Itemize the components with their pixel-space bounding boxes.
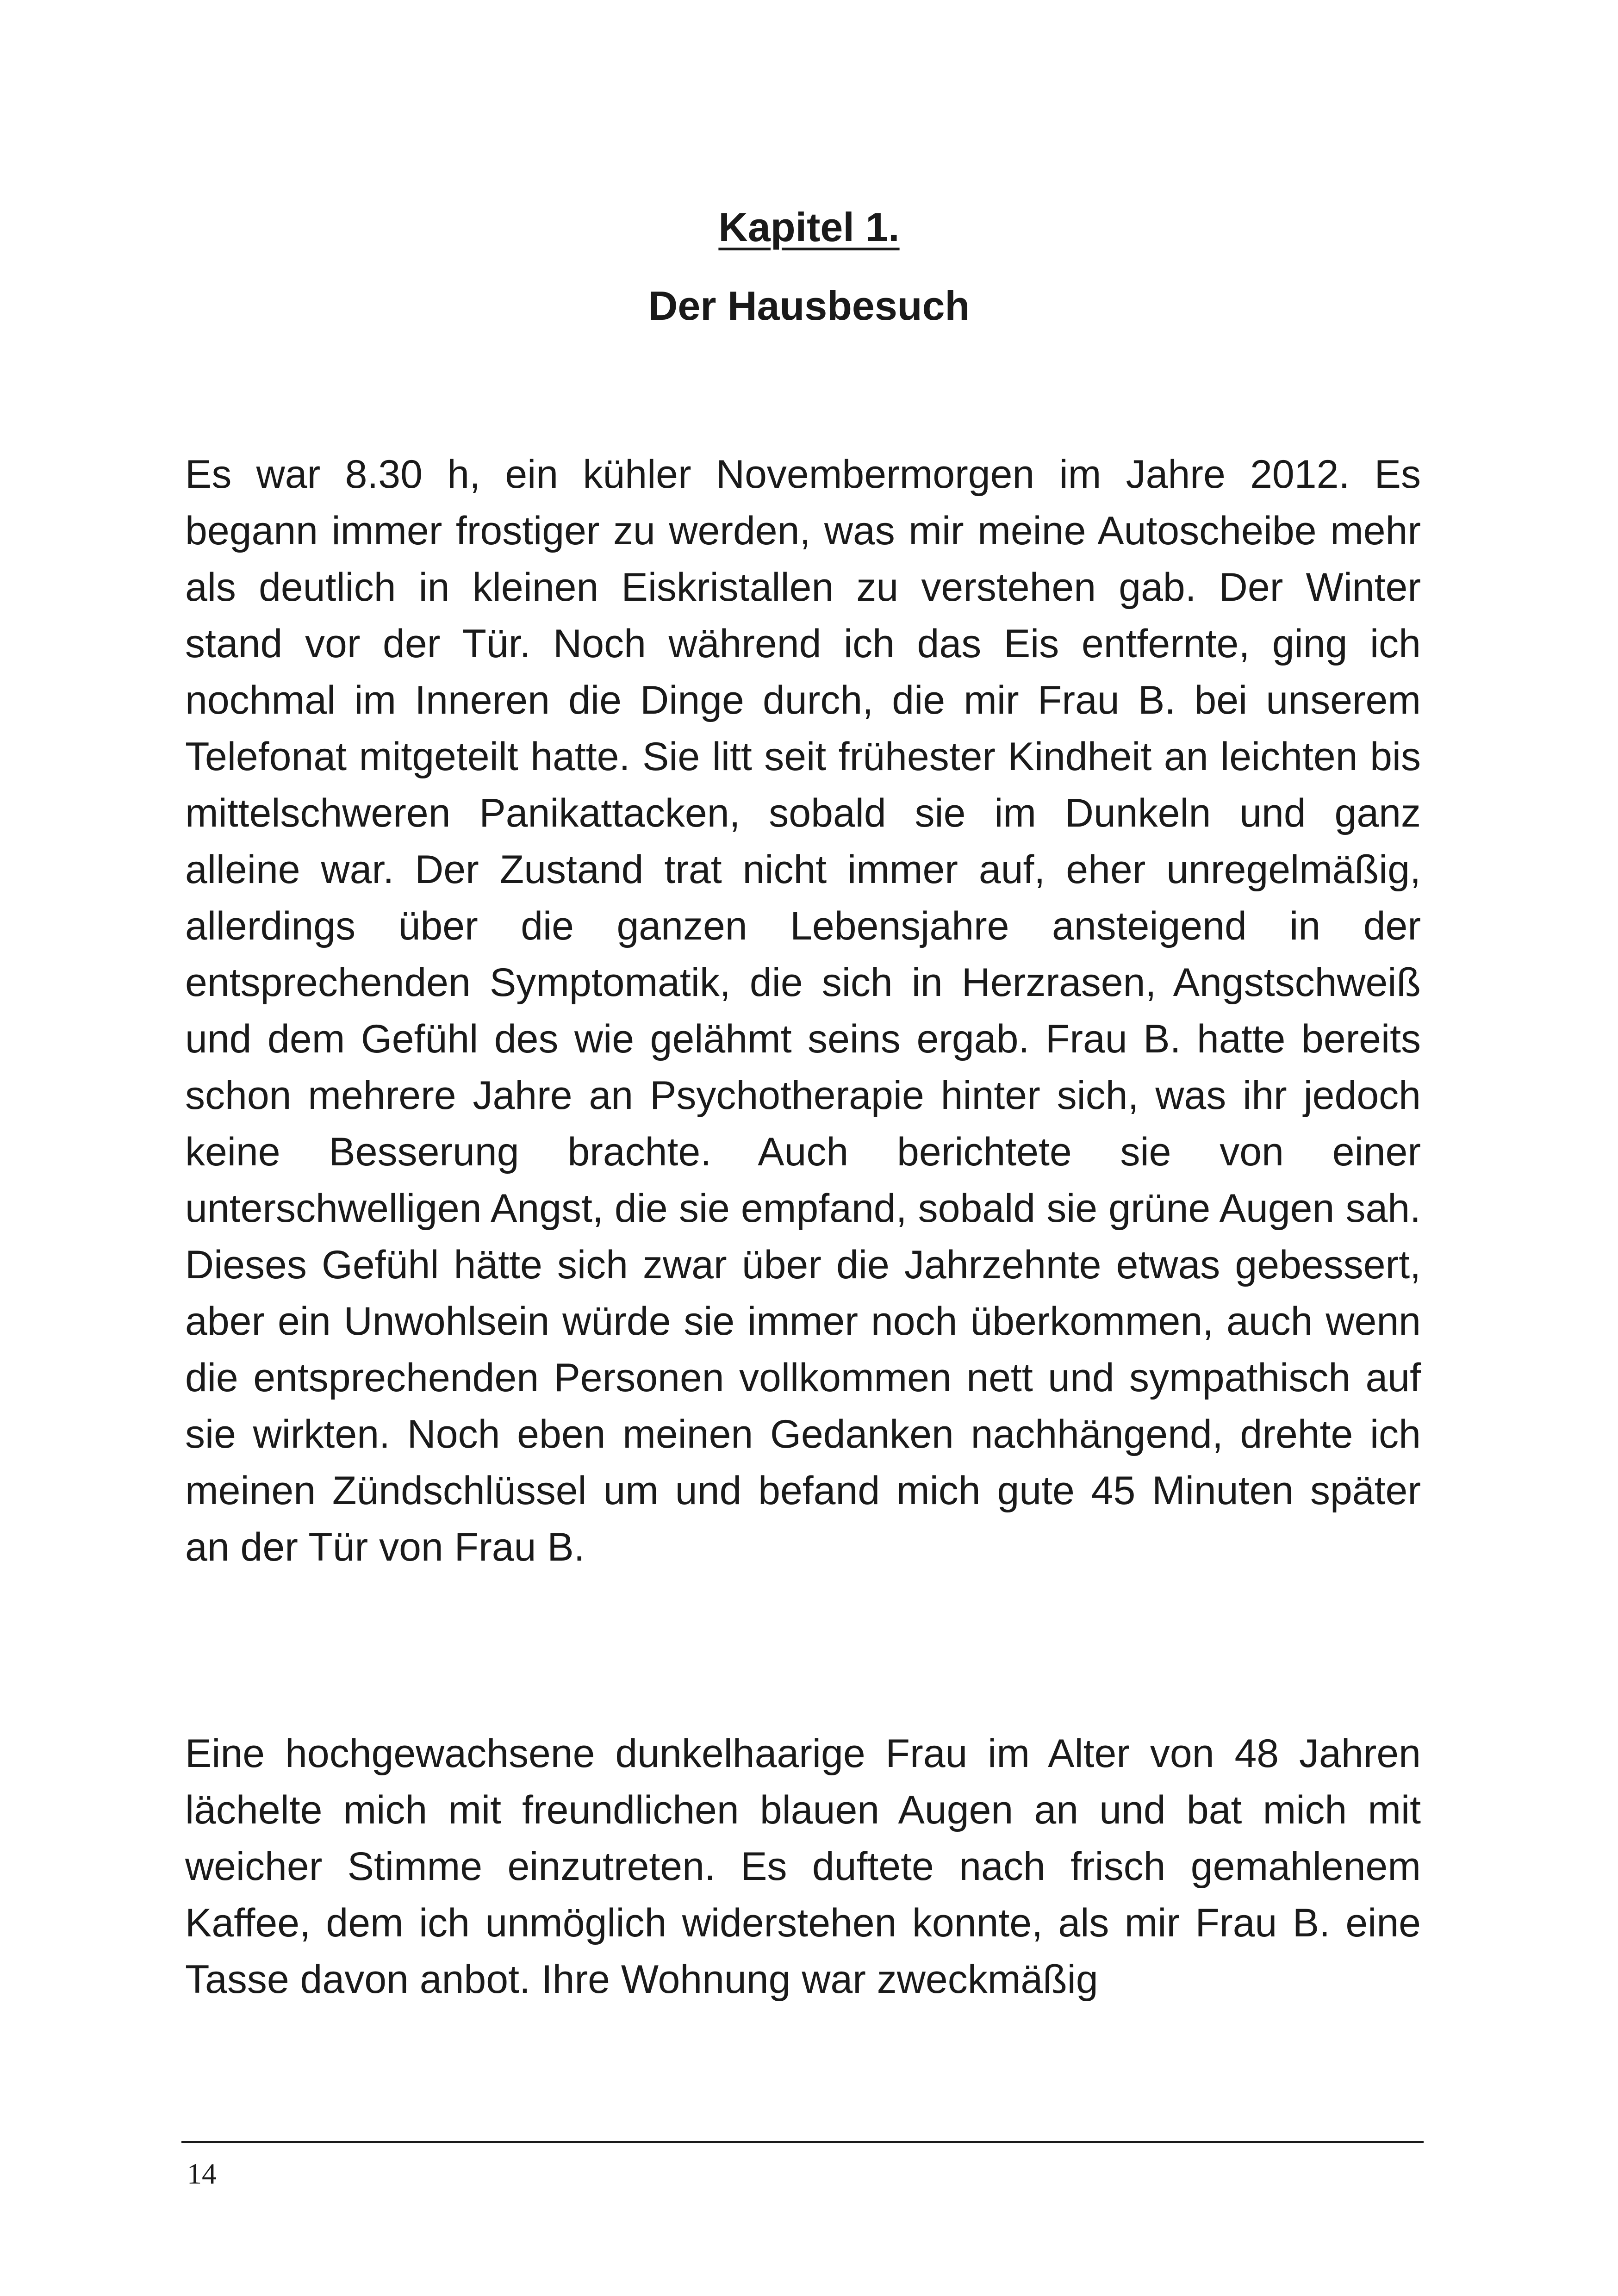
chapter-number: Kapitel 1. xyxy=(718,204,900,250)
page-number: 14 xyxy=(187,2157,217,2190)
paragraph-2: Eine hochgewachsene dunkelhaarige Frau im Alter von 48 Jahren lächelte mich mit freundlichen blauen Augen an und bat mich mit weicher Stimme einzutreten. Es duftete nach frisch gemahlenem Kaffee, dem ich unmöglich widerstehen konnte, als mir Frau B. eine Tasse davon anbot. Ihre Wohnung war zweckmäßig xyxy=(185,1731,1421,2002)
footer-rule xyxy=(181,2141,1424,2143)
paragraph-1: Es war 8.30 h, ein kühler Novembermorgen im Jahre 2012. Es begann immer frostiger zu werden, was mir meine Autoscheibe mehr als deutlich in kleinen Eiskristallen zu verstehen gab. Der Winter stand vor der Tür. Noch während ich das Eis entfernte, ging ich nochmal im Inneren die Dinge durch, die mir Frau B. bei unserem Telefonat mitgeteilt hatte. Sie litt seit frühester Kindheit an leichten bis mittelschweren Panikattacken, sobald sie im Dunkeln und ganz alleine war. Der Zustand trat nicht immer auf, eher unregelmäßig, allerdings über die ganzen Lebensjahre ansteigend in der entsprechenden Symptomatik, die sich in Herzrasen, Angstschweiß und dem Gefühl des wie gelähmt seins ergab. Frau B. hatte bereits schon mehrere Jahre an Psychotherapie hinter sich, was ihr jedoch keine Besserung brachte. Auch berichtete sie von einer unterschwelligen Angst, die sie empfand, sobald sie grüne Augen sah. Dieses Gefühl hätte sich zwar über die Jahrzehnte etwas gebessert, aber ein Unwohlsein würde sie immer noch überkommen, auch wenn die entsprechenden Personen vollkommen nett und sympathisch auf sie wirkten. Noch eben meinen Gedanken nachhängend, drehte ich meinen Zündschlüssel um und befand mich gute 45 Minuten später an der Tür von Frau B. xyxy=(185,452,1421,1569)
chapter-title: Der Hausbesuch xyxy=(648,283,970,329)
